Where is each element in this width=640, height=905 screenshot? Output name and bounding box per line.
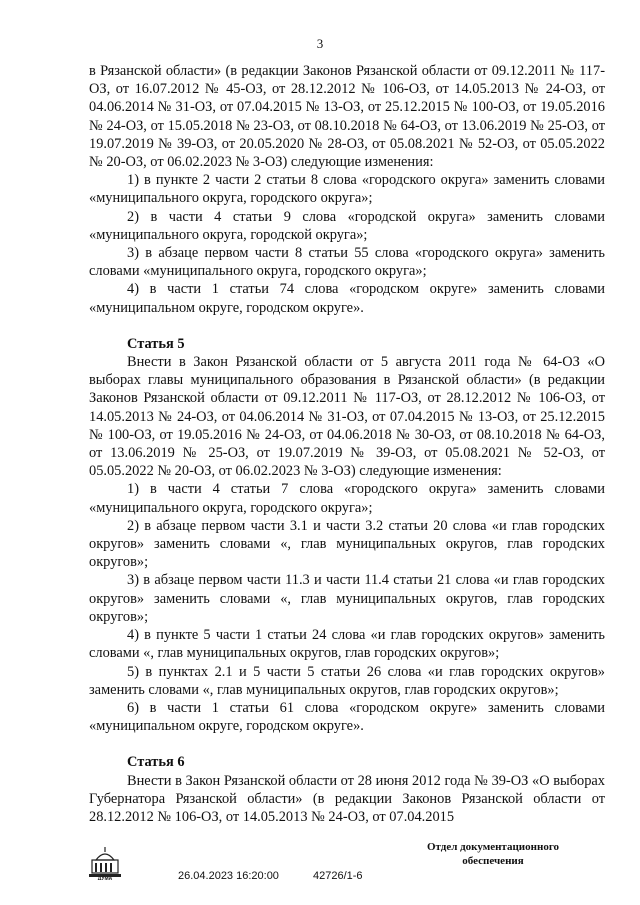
- list-item: 2) в части 4 статьи 9 слова «городской округа» заменить словами «муниципального округа, городской округа»;: [89, 208, 605, 243]
- list-item: 3) в абзаце первом части 11.3 и части 11.4 статьи 21 слова «и глав городских округов» заменить словами «, глав муниципальных округов, глав городских округов»;: [89, 572, 605, 625]
- article-5-heading: Статья 5: [127, 335, 185, 352]
- emblem-label: ДУМА: [97, 876, 113, 880]
- department-line-1: Отдел документационного: [426, 841, 560, 853]
- document-id: 42726/1-6: [313, 870, 363, 882]
- department-stamp: [418, 840, 568, 868]
- list-item: 5) в пунктах 2.1 и 5 части 5 статьи 26 слова «и глав городских округов» заменить словами «, глав муниципальных округов, глав городских округов»;: [89, 663, 605, 698]
- list-item: 2) в абзаце первом части 3.1 и части 3.2 статьи 20 слова «и глав городских округов» заменить словами «, глав муниципальных округов, глав городских округов»;: [89, 517, 605, 571]
- page-number: 3: [316, 36, 324, 51]
- paragraph: Внести в Закон Рязанской области от 5 августа 2011 года № 64-ОЗ «О выборах главы муниципального образования в Рязанской области» (в редакции Законов Рязанской области от 09.12.2011 № 117-ОЗ, от 28.12.2012 № 106-ОЗ, от 14.05.2013 № 24-ОЗ, от 04.06.2014 № 31-ОЗ, от 07.04.2015 № 13-ОЗ, от 25.12.2015 № 100-ОЗ, от 19.05.2016 № 24-ОЗ, от 04.06.2018 № 30-ОЗ, от 08.10.2018 № 64-ОЗ, от 13.06.2019 № 25-ОЗ, от 19.07.2019 № 39-ОЗ, от 05.08.2021 № 52-ОЗ, от 05.05.2022 № 20-ОЗ, от 06.02.2023 № 3-ОЗ) следующие изменения:: [89, 354, 605, 480]
- list-item: 6) в части 1 статьи 61 слова «городском округе» заменить словами «муниципальном округе, городском округе».: [89, 699, 605, 735]
- paragraph: Внести в Закон Рязанской области от 28 июня 2012 года № 39-ОЗ «О выборах Губернатора Рязанской области» (в редакции Законов Рязанской области от 28.12.2012 № 106-ОЗ, от 14.05.2013 № 24-ОЗ, от 07.04.2015: [89, 772, 605, 825]
- department-line-2: обеспечения: [462, 855, 524, 867]
- article-6-heading: Статья 6: [127, 754, 185, 771]
- list-item: 4) в части 1 статьи 74 слова «городском округе» заменить словами «муниципальном округе, городском округе».: [89, 281, 605, 316]
- list-item: 4) в пункте 5 части 1 статьи 24 слова «и глав городских округов» заменить словами «, глав муниципальных округов, глав городских округов»;: [89, 627, 605, 662]
- list-item: 3) в абзаце первом части 8 статьи 55 слова «городского округа» заменить словами «муниципального округа, городского округа»;: [89, 245, 605, 280]
- paragraph: в Рязанской области» (в редакции Законов Рязанской области от 09.12.2011 № 117-ОЗ, от 16.07.2012 № 45-ОЗ, от 28.12.2012 № 106-ОЗ, от 14.05.2013 № 24-ОЗ, от 04.06.2014 № 31-ОЗ, от 07.04.2015 № 13-ОЗ, от 25.12.2015 № 100-ОЗ, от 19.05.2016 № 24-ОЗ, от 15.05.2018 № 23-ОЗ, от 08.10.2018 № 64-ОЗ, от 13.06.2019 № 25-ОЗ, от 19.07.2019 № 39-ОЗ, от 20.05.2020 № 28-ОЗ, от 05.08.2021 № 52-ОЗ, от 05.05.2022 № 20-ОЗ, от 06.02.2023 № 3-ОЗ) следующие изменения:: [89, 63, 605, 171]
- stamp-datetime: 26.04.2023 16:20:00: [178, 870, 279, 882]
- list-item: 1) в пункте 2 части 2 статьи 8 слова «городского округа» заменить словами «муниципального округа, городского округа»;: [89, 172, 605, 207]
- list-item: 1) в части 4 статьи 7 слова «городского округа» заменить словами «муниципального округа, городского округа»;: [89, 481, 605, 516]
- page-footer: [0, 840, 640, 900]
- document-body: [89, 62, 605, 826]
- duma-emblem-icon: [86, 846, 124, 880]
